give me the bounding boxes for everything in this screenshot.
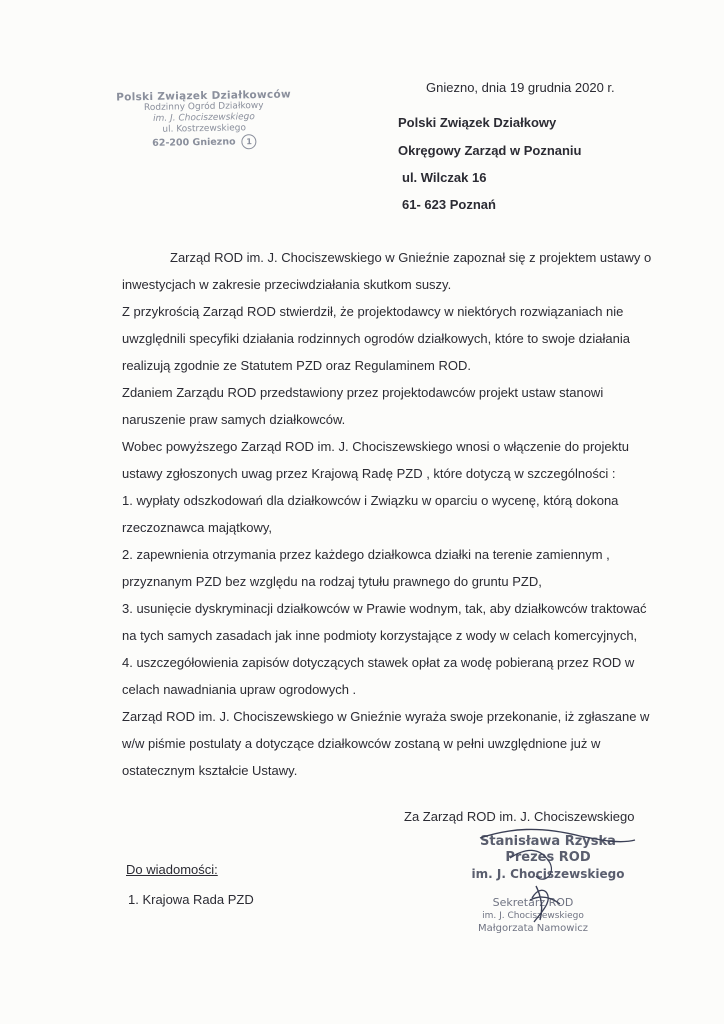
body-line: w/w piśmie postulaty a dotyczące działkowców zostaną w pełni uwzględnione już w	[122, 736, 601, 751]
body-line: 1. wypłaty odszkodowań dla działkowców i Związku w oparciu o wycenę, którą dokona	[122, 493, 619, 508]
organization-stamp	[103, 88, 304, 151]
body-line: Zarząd ROD im. J. Chociszewskiego w Gnieźnie wyraża swoje przekonanie, iż zgłaszane w	[122, 709, 650, 724]
stamp-line-2: Rodzinny Ogród Działkowy	[143, 100, 264, 114]
stamp-line-3: im. J. Chociszewskiego	[152, 112, 255, 124]
body-line: Wobec powyższego Zarząd ROD im. J. Chociszewskiego wnosi o włączenie do projektu	[122, 439, 629, 454]
handwritten-signature	[470, 818, 640, 948]
body-line: 3. usunięcie dyskryminacji działkowców w Prawie wodnym, tak, aby działkowców traktować	[122, 601, 647, 616]
secretary-role: Sekretarz ROD	[492, 896, 574, 909]
body-line: inwestycjach w zakresie przeciwdziałania skutkom suszy.	[122, 277, 452, 292]
body-line: ostatecznym kształcie Ustawy.	[122, 763, 298, 778]
closing-line: Za Zarząd ROD im. J. Chociszewskiego	[404, 809, 635, 824]
president-name: Stanisława Rzyska	[480, 834, 616, 849]
cc-title: Do wiadomości:	[126, 862, 218, 877]
body-line: realizują zgodnie ze Statutem PZD oraz Regulaminem ROD.	[122, 358, 471, 373]
body-line: uwzględnili specyfiki działania rodzinnych ogrodów działkowych, które to swoje działania	[122, 331, 630, 346]
body-line: przyznanym PZD bez względu na rodzaj tytułu prawnego do gruntu PZD,	[122, 574, 542, 589]
president-org: im. J. Chociszewskiego	[471, 867, 625, 881]
body-line: rzeczoznawca majątkowy,	[122, 520, 273, 535]
secretary-name: Małgorzata Namowicz	[478, 923, 588, 934]
recipient-line-4: 61- 623 Poznań	[402, 197, 496, 212]
stamp-postal: 62-200 Gniezno	[152, 136, 236, 149]
secretary-org: im. J. Chociszewskiego	[482, 911, 584, 921]
body-line: na tych samych zasadach jak inne podmioty korzystające z wody w celach komercyjnych,	[122, 628, 638, 643]
recipient-line-3: ul. Wilczak 16	[402, 170, 487, 185]
stamp-number: 1	[241, 134, 256, 149]
recipient-line-2: Okręgowy Zarząd w Poznaniu	[398, 143, 582, 158]
body-line: celach nawadniania upraw ogrodowych .	[122, 682, 357, 697]
cc-item: 1. Krajowa Rada PZD	[128, 892, 254, 907]
body-line: Z przykrością Zarząd ROD stwierdził, że projektodawcy w niektórych rozwiązaniach nie	[122, 304, 624, 319]
president-role: Prezes ROD	[505, 850, 591, 865]
stamp-line-5	[104, 133, 304, 151]
body-line: 4. uszczegółowienia zapisów dotyczących stawek opłat za wodę pobieraną przez ROD w	[122, 655, 635, 670]
body-line: ustawy zgłoszonych uwag przez Krajową Radę PZD , które dotyczą w szczególności :	[122, 466, 616, 481]
body-line: 2. zapewnienia otrzymania przez każdego działkowca działki na terenie zamiennym ,	[122, 547, 610, 562]
body-line: naruszenie praw samych działkowców.	[122, 412, 346, 427]
recipient-line-1: Polski Związek Działkowy	[398, 115, 557, 130]
stamp-line-1: Polski Związek Działkowców	[116, 88, 292, 104]
body-line: Zarząd ROD im. J. Chociszewskiego w Gnieźnie zapoznał się z projektem ustawy o	[170, 250, 652, 265]
stamp-line-4: ul. Kostrzewskiego	[162, 123, 247, 135]
body-line: Zdaniem Zarządu ROD przedstawiony przez projektodawców projekt ustaw stanowi	[122, 385, 604, 400]
letter-date: Gniezno, dnia 19 grudnia 2020 r.	[426, 80, 615, 95]
